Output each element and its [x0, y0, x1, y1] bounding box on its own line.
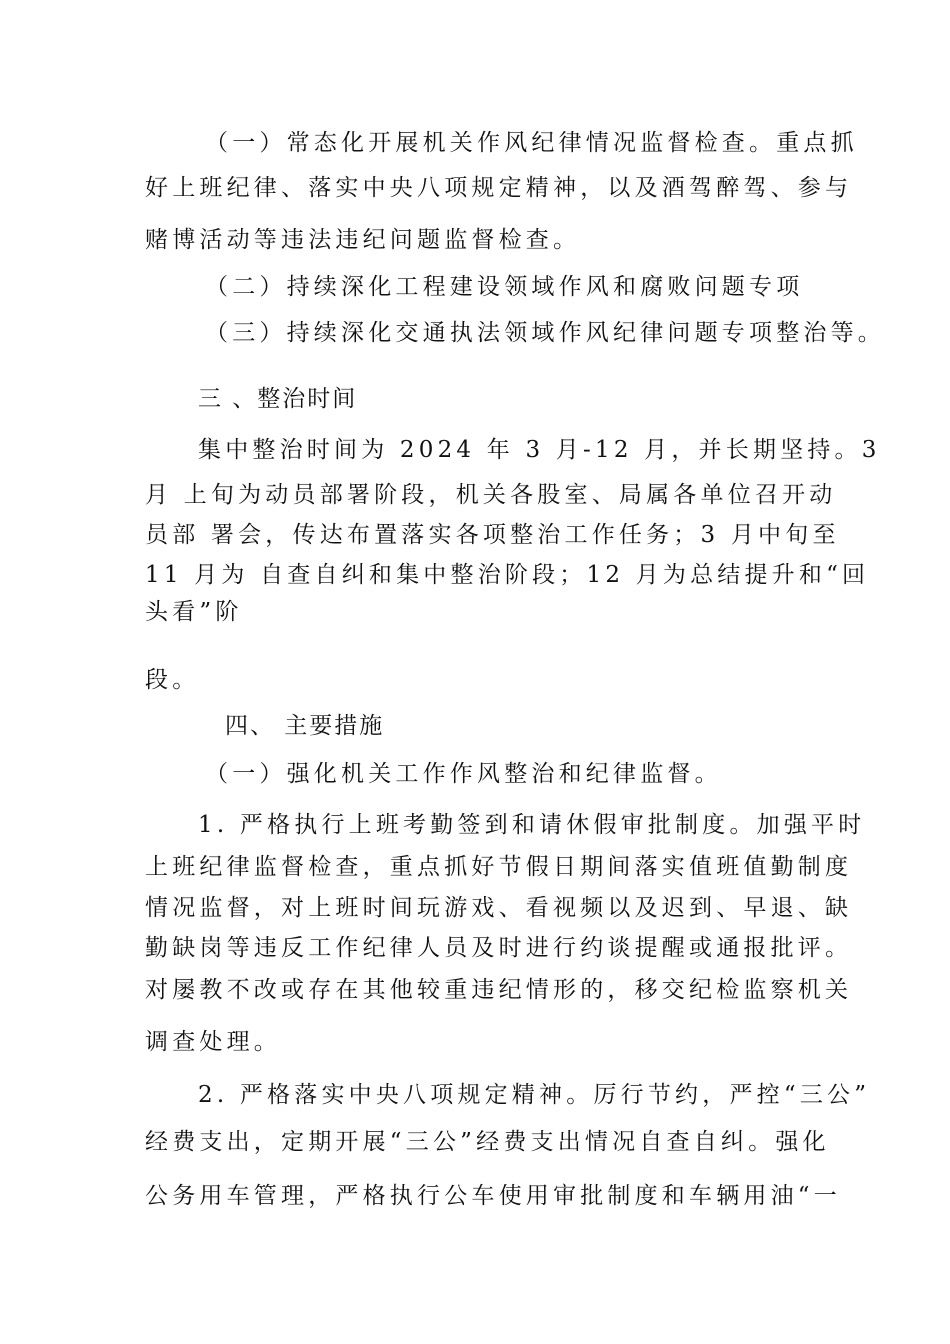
paragraph-line: 员部 署会，传达布置落实各项整治工作任务；3 月中旬至 — [145, 522, 840, 548]
paragraph-line: 调查处理。 — [145, 1029, 281, 1055]
paragraph-line: 情况监督，对上班时间玩游戏、看视频以及迟到、早退、缺 — [145, 895, 853, 921]
paragraph-line: （二）持续深化工程建设领域作风和腐败问题专项 — [205, 274, 804, 300]
paragraph-line: 好上班纪律、落实中央八项规定精神，以及酒驾醉驾、参与 — [145, 175, 853, 201]
paragraph-line: 对屡教不改或存在其他较重违纪情形的，移交纪检监察机关 — [145, 977, 853, 1003]
section-heading: 三 、整治时间 — [198, 386, 358, 412]
paragraph-line: （三）持续深化交通执法领域作风纪律问题专项整治等。 — [205, 320, 885, 346]
paragraph-line: 2. 严格落实中央八项规定精神。厉行节约，严控“三公” — [198, 1082, 871, 1108]
paragraph-line: （一）常态化开展机关作风纪律情况监督检查。重点抓 — [205, 130, 858, 156]
paragraph-line: 段。 — [145, 667, 200, 693]
paragraph-line: 公务用车管理，严格执行公车使用审批制度和车辆用油“一 — [145, 1183, 841, 1209]
paragraph-line: 1. 严格执行上班考勤签到和请休假审批制度。加强平时 — [198, 812, 866, 838]
paragraph-line: 勤缺岗等违反工作纪律人员及时进行约谈提醒或通报批评。 — [145, 935, 853, 961]
paragraph-line: 头看”阶 — [145, 599, 243, 625]
paragraph-line: （一）强化机关工作作风整治和纪律监督。 — [205, 761, 722, 787]
paragraph-line: 经费支出，定期开展“三公”经费支出情况自查自纠。强化 — [145, 1129, 830, 1155]
paragraph-line: 集中整治时间为 2024 年 3 月-12 月，并长期坚持。3 — [198, 437, 881, 463]
paragraph-line: 11 月为 自查自纠和集中整治阶段；12 月为总结提升和“回 — [145, 562, 870, 588]
paragraph-line: 月 上旬为动员部署阶段，机关各股室、局属各单位召开动 — [145, 482, 837, 508]
section-heading: 四、 主要措施 — [225, 713, 385, 739]
paragraph-line: 上班纪律监督检查，重点抓好节假日期间落实值班值勤制度 — [145, 854, 853, 880]
paragraph-line: 赌博活动等违法违纪问题监督检查。 — [145, 227, 581, 253]
